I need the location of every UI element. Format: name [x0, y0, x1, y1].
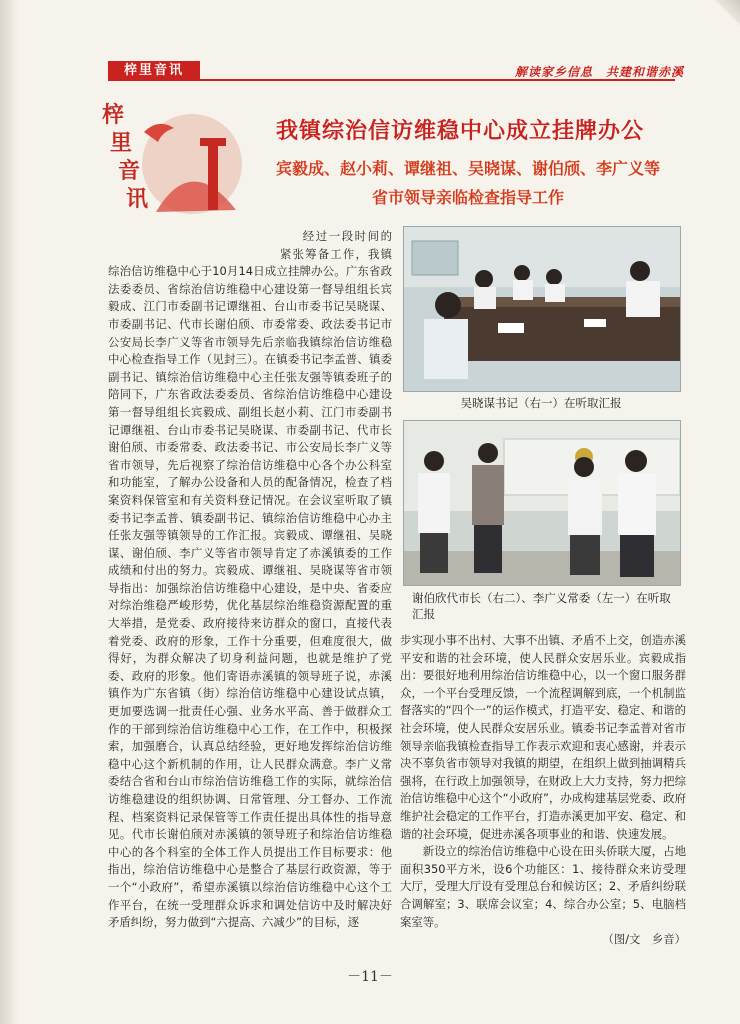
logo-char-2: 里	[110, 130, 133, 156]
logo-pillar-shape	[208, 144, 218, 210]
photo-meeting-image	[404, 227, 680, 391]
article-subhead-2: 省市领导亲临检查指导工作	[371, 188, 564, 207]
photo-inspection	[403, 420, 681, 586]
logo-pillar-cap	[200, 138, 226, 146]
page-corner-fold	[714, 0, 740, 26]
section-tag: 梓里音讯	[108, 61, 200, 81]
logo-char-1: 梓	[102, 102, 125, 128]
header-slogan: 解读家乡信息 共建和谐赤溪	[514, 65, 684, 79]
section-logo	[96, 92, 246, 232]
photo-meeting	[403, 226, 681, 392]
article-signoff: （图/文 乡音）	[602, 932, 686, 947]
article-headline: 我镇综治信访维稳中心成立挂牌办公	[275, 119, 644, 144]
article-body-right	[400, 632, 686, 949]
photo-caption-1: 吴晓谋书记（右一）在听取汇报	[460, 396, 622, 410]
article-paragraph-continued: 步实现小事不出村、大事不出镇、矛盾不上交，创造赤溪平安和谐的社会环境，使人民群众安居乐业。宾毅成指出：要很好地利用综治信访维稳中心，以一个窗口服务群众，一个平台受理反馈，一个流程调解到底，一个机制监督落实的“四个一”的运作模式，打造平安、稳定、和谐的社会环境，使人民群众安居乐业。镇委书记李孟普对省市领导亲临我镇检查指导工作表示欢迎和衷心感谢，并表示决不辜负省市领导对我镇的期望，在组织上做到抽调精兵强将，在行政上加强领导，在财政上大力支持，努力把综治信访维稳中心这个“小政府”，办成构建基层党委、政府维护社会稳定的工作平台，打造赤溪更加平安、稳定、和谐的社会环境，促进赤溪各项事业的和谐、快速发展。	[400, 633, 686, 841]
article-paragraph: 经过一段时间的紧张筹备工作，我镇综治信访维稳中心于10月14日成立挂牌办公。广东省政法委委员、省综治信访维稳中心建设第一督导组组长宾毅成、江门市委副书记谭继祖、台山市委书记吴晓谋、市委副书记、代市长谢伯颀、市委常委、政法委书记市公安局长李广义等省市领导先后亲临我镇综治信访维稳中心检查指导工作（见封三）。在镇委书记李孟普、镇委副书记、镇综治信访维稳中心主任张友强等镇委班子的陪同下，广东省政法委委员、省综治信访维稳中心建设第一督导组组长宾毅成、副组长赵小莉、江门市委副书记谭继祖、台山市委书记吴晓谋、市委副书记、代市长谢伯颀、市委常委、政法委书记、市公安局长李广义等省市领导，先后视察了综治信访维稳中心各个办公科室和功能室，了解办公设备和人员的配备情况，检查了档案资料保管室和有关资料登记情况。在会议室听取了镇委书记李孟普、镇委副书记、镇综治信访维稳中心办主任张友强等镇领导的工作汇报。宾毅成、谭继祖、吴晓谋、谢伯颀、李广义等省市领导肯定了赤溪镇委的工作成绩和付出的努力。宾毅成、谭继祖、吴晓谋等省市领导指出：加强综治信访维稳中心建设，是中央、省委应对综治维稳严峻形势，优化基层综治维稳资源配置的重大举措，是党委、政府接待来访群众的窗口，直接代表着党委、政府的形象，工作十分重要，但难度很大，做得好，为群众解决了切身利益问题，也就是维护了党委、政府的形象。他们寄语赤溪镇的领导班子说，赤溪镇作为广东省镇（街）综治信访维稳中心建设试点镇，更加要选调一批责任心强、业务水平高、善于做群众工作的干部到综治信访维稳中心工作，在工作中，积极探索，加强磨合，认真总结经验，更好地发挥综治信访维稳中心这个新机制的作用，让人民群众满意。李广义常委结合省和台山市综治信访维稳工作的实际，就综治信访维稳建设的组织协调、日常管理、分工督办、工作流程、档案资料记录保管等工作责任提出具体性的指导意见。代市长谢伯颀对赤溪镇的领导班子和综治信访维稳中心的各个科室的全体工作人员提出工作目标要求：他指出，综治信访维稳中心是整合了基层行政资源，等于一个“小政府”，希望赤溪镇以综治信访维稳中心这个工作平台，在统一受理群众诉求和调处信访中及时解决好矛盾纠纷，努力做到“六提高、六减少”的目标，逐	[108, 229, 392, 930]
page-binding-shadow	[0, 0, 18, 1024]
logo-char-4: 讯	[126, 186, 149, 212]
logo-char-3: 音	[118, 158, 141, 184]
article-subhead-1: 宾毅成、赵小莉、谭继祖、吴晓谋、谢伯颀、李广义等	[275, 159, 660, 178]
article-paragraph: 新设立的综治信访维稳中心设在田头侨联大厦，占地面积350平方米，设6个功能区：1、接待群众来访受理大厅，受理大厅设有受理总台和候访区；2、矛盾纠纷联合调解室；3、联席会议室；4、综合办公室；5、电脑档案室等。	[400, 844, 686, 929]
photo-inspection-image	[404, 421, 680, 585]
logo-wrap-spacer	[108, 228, 280, 246]
page-number: －11－	[347, 969, 393, 985]
photo-caption-2: 谢伯欣代市长（右二）、李广义常委（左一）在听取汇报	[412, 591, 671, 621]
article-body-left	[108, 228, 392, 932]
